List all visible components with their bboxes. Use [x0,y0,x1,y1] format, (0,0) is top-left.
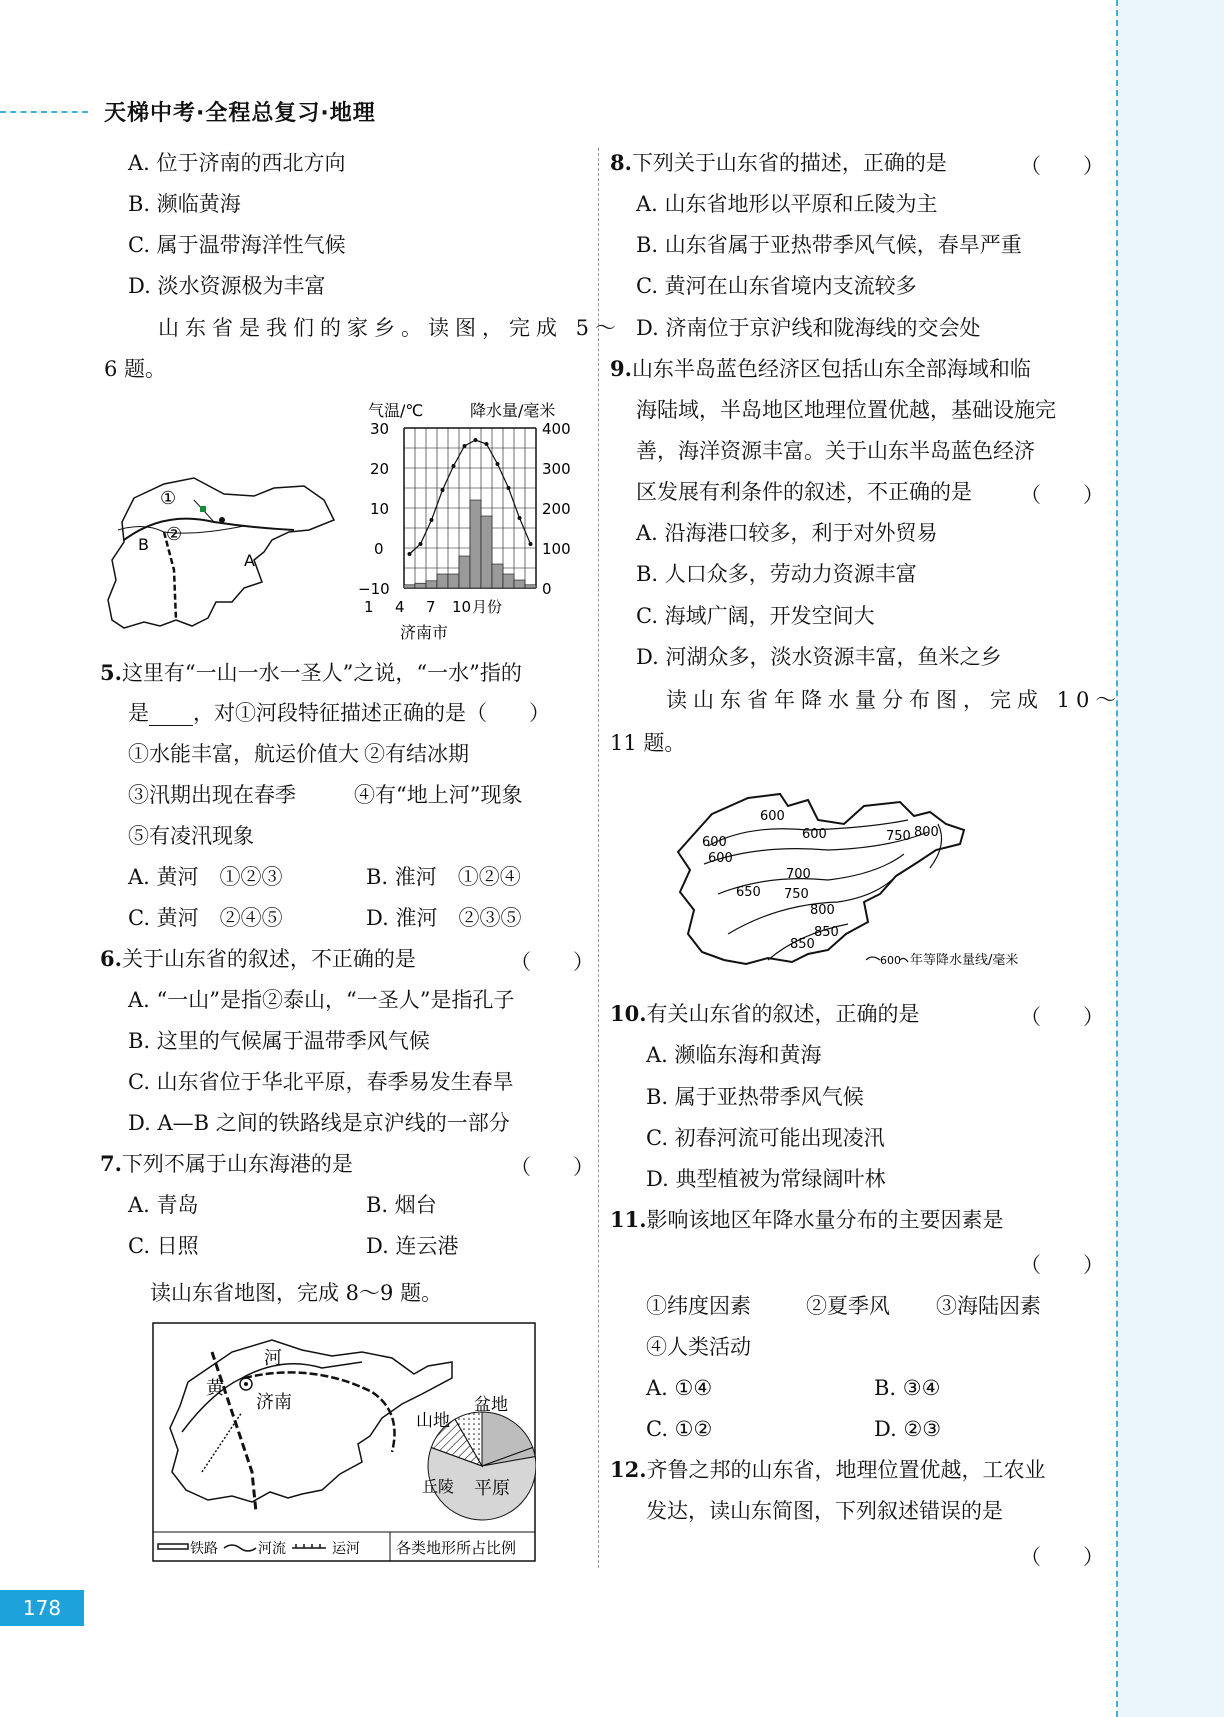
q11-option-b[interactable]: B. ③④ [874,1376,941,1400]
q11-number: 11. [610,1207,647,1232]
temp-point-8 [485,442,489,446]
q12-number: 12. [610,1457,647,1482]
isoline-label-750-a: 750 [784,887,809,902]
right-tick-300: 300 [542,460,571,478]
q5-number: 5. [100,660,122,685]
legend-river: 河流 [258,1541,286,1557]
q10-option-b[interactable]: B. 属于亚热带季风气候 [646,1085,864,1109]
q11-option-c[interactable]: C. ①② [646,1417,713,1441]
q5-item-1: ①水能丰富，航运价值大 [128,742,359,766]
right-tick-0: 0 [542,580,552,598]
q7-option-b[interactable]: B. 烟台 [366,1193,437,1217]
map1-label-1: ① [160,488,177,509]
temp-point-1 [408,552,412,556]
map1-label-a: A [244,551,255,570]
q5-option-a[interactable]: A. 黄河 ①②③ [128,865,283,889]
temp-point-6 [463,444,467,448]
right-tick-200: 200 [542,500,571,518]
shandong-map-1 [104,470,362,632]
q9-option-d[interactable]: D. 河湖众多，淡水资源丰富，鱼米之乡 [636,645,1002,669]
q10-number: 10. [610,1001,647,1026]
intro-8-9: 读山东省地图，完成 8～9 题。 [150,1281,443,1305]
q10-option-a[interactable]: A. 濒临东海和黄海 [646,1043,822,1067]
q9-option-a[interactable]: A. 沿海港口较多，利于对外贸易 [636,521,938,545]
legend-rail: 铁路 [190,1541,218,1557]
page-header-title: 天梯中考·全程总复习·地理 [104,101,376,126]
q4-option-c[interactable]: C. 属于温带海洋性气候 [128,233,346,257]
q9-answer-bracket[interactable]: （ ） [1020,483,1104,507]
temp-point-10 [507,486,511,490]
q5-option-b[interactable]: B. 淮河 ①②④ [366,865,521,889]
q7-option-a[interactable]: A. 青岛 [128,1193,199,1217]
left-tick-10: 10 [370,500,390,518]
q10-option-c[interactable]: C. 初春河流可能出现凌汛 [646,1126,885,1150]
column-separator [598,148,599,1568]
pie-label-qiuling: 丘陵 [422,1477,455,1496]
q7-option-d[interactable]: D. 连云港 [366,1234,459,1258]
isoline-label-850-b: 850 [790,937,815,952]
isoline-label-800-a: 800 [914,825,939,840]
q6-option-d[interactable]: D. A—B 之间的铁路线是京沪线的一部分 [128,1111,510,1135]
q11-item-2: ②夏季风 [806,1294,890,1318]
left-tick-0: 0 [374,540,384,558]
q9-stem-1: 山东半岛蓝色经济区包括山东全部海域和临 [631,357,1031,381]
q8-option-c[interactable]: C. 黄河在山东省境内支流较多 [636,274,917,298]
sidebar-border [1116,0,1118,1717]
temp-point-4 [441,488,445,492]
q8-stem [610,150,947,176]
precip-bar-2 [415,583,426,588]
pie-label-pendi: 盆地 [474,1395,508,1415]
q5-option-c[interactable]: C. 黄河 ②④⑤ [128,906,283,930]
q5-option-d[interactable]: D. 淮河 ②③⑤ [366,906,522,930]
q11-stem [610,1207,1004,1233]
q8-option-b[interactable]: B. 山东省属于亚热带季风气候，春旱严重 [636,233,1022,257]
q11-item-1: ①纬度因素 [646,1294,751,1318]
q12-answer-bracket[interactable]: （ ） [1020,1545,1104,1569]
left-tick-20: 20 [370,460,390,478]
q11-option-a[interactable]: A. ①④ [646,1376,713,1400]
q11-item-3: ③海陆因素 [936,1294,1041,1318]
left-tick-30: 30 [370,420,390,438]
temp-point-11 [518,516,522,520]
isoline-label-800-b: 800 [810,903,835,918]
q7-stem-text: 下列不属于山东海港的是 [121,1152,353,1176]
precip-bar-4 [437,574,448,588]
temp-point-7 [474,438,478,442]
q9-stem-3: 善，海洋资源丰富。关于山东半岛蓝色经济 [636,439,1035,463]
q5-item-3: ③汛期出现在春季 [128,783,296,807]
intro-10-11-line2: 11 题。 [610,731,686,755]
q11-answer-bracket[interactable]: （ ） [1020,1253,1104,1277]
intro-5-6-line2: 6 题。 [104,357,167,381]
q7-stem [100,1151,353,1177]
q4-option-d[interactable]: D. 淡水资源极为丰富 [128,274,326,298]
q10-stem [610,1001,920,1027]
q8-option-d[interactable]: D. 济南位于京沪线和陇海线的交会处 [636,316,981,340]
temp-point-2 [419,542,423,546]
isoline-label-600-b: 600 [702,835,727,850]
precip-bar-3 [426,581,437,588]
precip-bars [404,500,536,588]
q6-number: 6. [100,946,122,971]
q6-option-b[interactable]: B. 这里的气候属于温带季风气候 [128,1029,430,1053]
page-number: 178 [0,1590,84,1626]
q4-option-b[interactable]: B. 濒临黄海 [128,192,241,216]
q7-number: 7. [100,1151,122,1176]
q5-line1 [100,660,522,686]
q10-stem-text: 有关山东省的叙述，正确的是 [646,1002,920,1026]
q12-stem-2: 发达，读山东简图，下列叙述错误的是 [646,1499,1003,1523]
q8-option-a[interactable]: A. 山东省地形以平原和丘陵为主 [636,192,938,216]
q7-option-c[interactable]: C. 日照 [128,1234,199,1258]
map3-legend-value: 600 [880,954,901,967]
q9-number: 9. [610,356,632,381]
isoline-label-750-b: 750 [886,829,911,844]
q8-stem-text: 下列关于山东省的描述，正确的是 [631,151,947,175]
q9-option-c[interactable]: C. 海域广阔，开发空间大 [636,604,875,628]
q9-line1 [610,356,1031,382]
precip-bar-5 [448,574,459,588]
pie-label-pingyuan: 平原 [474,1478,510,1499]
temp-point-5 [452,464,456,468]
legend-canal: 运河 [332,1541,360,1557]
precip-bar-9 [492,564,503,588]
q5-stem-1: 这里有“一山一水一圣人”之说，“一水”指的 [121,661,522,685]
q12-line1 [610,1457,1046,1483]
precip-bar-1 [404,585,415,588]
left-tick-minus10: −10 [358,580,390,598]
intro-10-11-line1: 读山东省年降水量分布图，完成 10～ [666,688,1123,712]
map3-legend-text: 年等降水量线/毫米 [910,953,1019,968]
x-axis-unit: 月份 [472,598,503,616]
jinan-climate-chart [352,398,588,648]
q5-item-4: ④有“地上河”现象 [354,783,523,807]
q11-item-4: ④人类活动 [646,1335,751,1359]
x-tick-4: 4 [395,598,405,616]
chart-caption: 济南市 [400,623,449,642]
q5-stem-2b: ，对①河段特征描述正确的是（ ） [193,701,550,725]
q5-line2 [128,700,550,726]
x-tick-10: 10 [452,598,472,616]
precip-bar-10 [503,574,514,588]
precip-bar-12 [525,585,536,588]
q6-answer-bracket[interactable]: （ ） [510,950,594,974]
chart-right-axis-label: 降水量/毫米 [470,401,556,420]
q10-answer-bracket[interactable]: （ ） [1020,1005,1104,1029]
isoline-label-850-a: 850 [814,925,839,940]
q5-answer-blank[interactable] [149,705,193,726]
q6-stem [100,946,416,972]
isoline-label-600-a: 600 [760,809,785,824]
q6-option-a[interactable]: A. “一山”是指②泰山，“一圣人”是指孔子 [128,988,515,1012]
q9-stem-2: 海陆域，半岛地区地理位置优越，基础设施完 [636,398,1056,422]
precip-bar-6 [459,556,470,588]
q11-stem-text: 影响该地区年降水量分布的主要因素是 [646,1208,1004,1232]
isoline-label-700: 700 [786,867,811,882]
q11-option-d[interactable]: D. ②③ [874,1417,942,1441]
x-tick-1: 1 [364,598,374,616]
q10-option-d[interactable]: D. 典型植被为常绿阔叶林 [646,1167,886,1191]
q8-number: 8. [610,150,632,175]
precipitation-map [668,784,1048,974]
q6-option-c[interactable]: C. 山东省位于华北平原，春季易发生春旱 [128,1070,514,1094]
pie-label-shandi: 山地 [416,1411,450,1431]
q5-item-2: ②有结冰期 [364,742,469,766]
map2-label-huang: 黄 [206,1378,224,1399]
isoline-label-600-c: 600 [708,851,733,866]
q5-item-5: ⑤有凌汛现象 [128,824,254,848]
temp-point-3 [430,518,434,522]
header-dash [0,111,88,113]
q4-option-a[interactable]: A. 位于济南的西北方向 [128,151,346,175]
q9-option-b[interactable]: B. 人口众多，劳动力资源丰富 [636,562,917,586]
shandong-map-2 [152,1322,536,1562]
q6-stem-text: 关于山东省的叙述，不正确的是 [121,947,416,971]
q9-stem-4: 区发展有利条件的叙述，不正确的是 [636,480,972,504]
temp-point-9 [496,462,500,466]
map2-label-he: 河 [264,1348,282,1369]
isoline-label-600-d: 600 [802,827,827,842]
q8-answer-bracket[interactable]: （ ） [1020,154,1104,178]
pie-caption: 各类地形所占比例 [396,1539,517,1557]
q5-stem-2a: 是 [128,701,149,725]
map1-label-b: B [138,535,149,554]
right-tick-400: 400 [542,420,571,438]
q12-stem-1: 齐鲁之邦的山东省，地理位置优越，工农业 [646,1458,1046,1482]
intro-5-6-line1: 山东省是我们的家乡。读图，完成 5～ [158,316,623,340]
isoline-label-650: 650 [736,885,761,900]
chart-left-axis-label: 气温/℃ [368,401,424,420]
page-sidebar [1116,0,1224,1717]
q7-answer-bracket[interactable]: （ ） [510,1155,594,1179]
precip-bar-8 [481,516,492,588]
temp-point-12 [529,542,533,546]
map2-label-jinan: 济南 [256,1392,292,1413]
right-tick-100: 100 [542,540,571,558]
map1-label-2: ② [166,524,183,545]
precip-bar-11 [514,580,525,588]
x-tick-7: 7 [426,598,436,616]
precip-bar-7 [470,500,481,588]
